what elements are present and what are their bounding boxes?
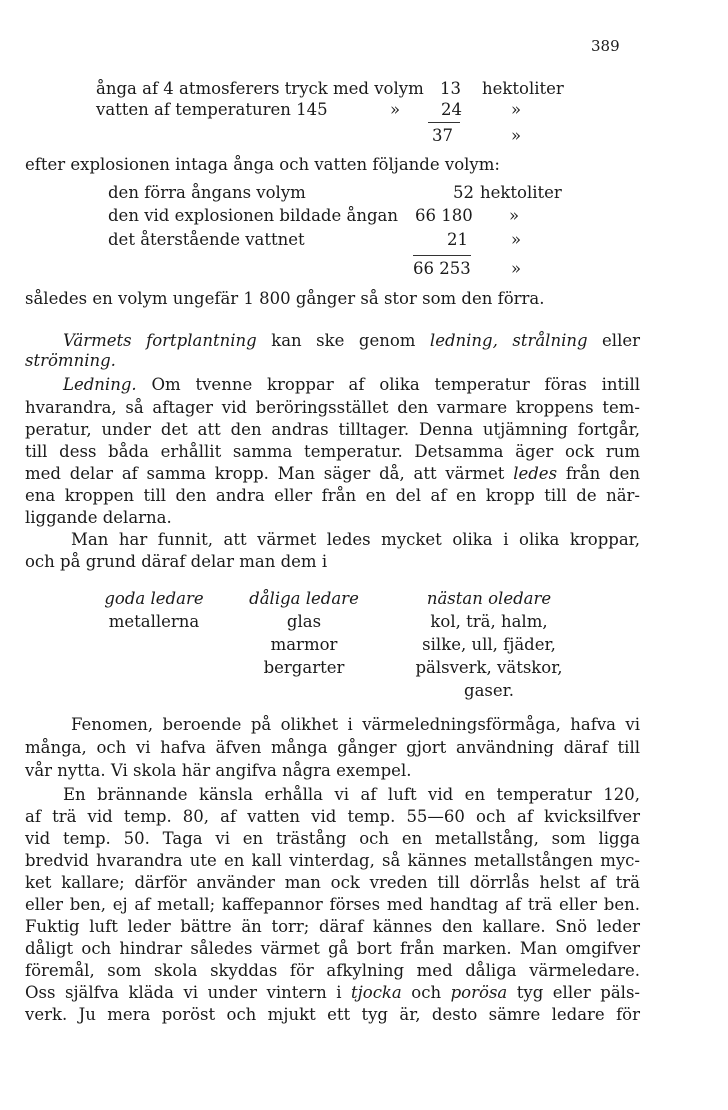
column-item: gaser. [464,681,514,700]
paragraph-line: verk. Ju mera poröst och mjukt ett tyg är, desto sämre ledare för [25,1005,640,1024]
column-item: bergarter [263,658,345,677]
emphasis-text: ledes [513,464,558,483]
paragraph-line [25,714,640,735]
paragraph-line: ket kallare; därför använder man ock vreden till dörrlås helst af trä [25,873,640,892]
calc2-row3-value: 21 [447,230,468,249]
text-span: från den [565,464,640,483]
calc2-row1-unit: hektoliter [480,183,562,202]
calc1-row1-value: 13 [440,79,461,98]
paragraph-line: af trä vid temp. 80, af vatten vid temp. 55—60 och af kvicksilfver [25,807,640,826]
paragraph-line: eller ben, ej af metall; kaffepannor förses med handtag af trä eller ben. [25,895,640,914]
sum-rule [428,122,460,123]
text-line: således en volym ungefär 1 800 gånger så stor som den förra. [25,289,545,308]
calc1-row2-ditto: » [390,100,401,119]
emphasis-text: Värmets fortplantning [63,331,257,350]
text-span: eller [602,331,641,350]
paragraph-line: många, och vi hafva äfven många gånger gjort användning däraf till [25,738,640,757]
text-span: Fenomen, beroende på olikhet i värmeledningsförmåga, hafva vi [71,715,640,734]
paragraph-line: hvarandra, så aftager vid beröringsstället den varmare kroppens tem- [25,398,640,417]
paragraph-line [25,784,640,805]
paragraph-line: vår nytta. Vi skola här angifva några exempel. [25,761,412,780]
text-line: efter explosionen intaga ånga och vatten följande volym: [25,155,500,174]
column-poor-conductors [240,587,368,679]
column-item: pälsverk, vätskor, [415,658,563,677]
calc1-row1-unit: hektoliter [482,79,564,98]
calc2-row2-value: 66 180 [415,206,473,225]
emphasis-line: strömning. [25,351,116,370]
calc2-row3-label: det återstående vattnet [108,230,305,249]
paragraph-line [25,330,640,351]
column-item: kol, trä, halm, [430,612,548,631]
text-span: kan ske genom [271,331,416,350]
column-near-insulators [405,587,573,702]
calc1-sum-value: 37 [432,126,453,145]
paragraph-line: bredvid hvarandra ute en kall vinterdag, så kännes metallstången myc- [25,851,640,870]
calc2-row2-label: den vid explosionen bildade ångan [108,206,398,225]
paragraph-line: dåligt och hindrar således värmet gå bort från marken. Man omgifver [25,939,640,958]
paragraph-line [25,529,640,550]
column-item: glas [286,612,322,631]
paragraph-line: och på grund däraf delar man dem i [25,552,328,571]
column-heading: goda ledare [104,589,204,608]
paragraph-line: peratur, under det att den andras tilltager. Denna utjämning fortgår, [25,420,640,439]
calc2-row1-value: 52 [453,183,474,202]
column-heading: dåliga ledare [249,589,359,608]
column-good-conductors [98,587,210,633]
calc1-row2-unit: » [511,100,522,119]
calc1-sum-unit: » [511,126,522,145]
calc1-row2-label: vatten af temperaturen 145 [96,100,328,119]
column-item: silke, ull, fjäder, [422,635,556,654]
text-span: med delar af samma kropp. Man säger då, att värmet [25,464,505,483]
paragraph-line [25,374,640,395]
text-span: En brännande känsla erhålla vi af luft vid en temperatur 120, [63,785,640,804]
paragraph-line: vid temp. 50. Taga vi en trästång och en metallstång, som ligga [25,829,640,848]
paragraph-line: föremål, som skola skyddas för afkylning med dåliga värmeledare. [25,961,640,980]
emphasis-text: tjocka [351,983,402,1002]
calc2-row1-label: den förra ångans volym [108,183,306,202]
text-span: Oss själfva kläda vi under vintern i [25,983,342,1002]
text-span: och [411,983,442,1002]
paragraph-line [25,982,640,1003]
text-span: Om tvenne kroppar af olika temperatur föras intill [151,375,640,394]
calc2-sum-value: 66 253 [413,259,471,278]
calc2-row2-unit: » [509,206,520,225]
emphasis-text: Ledning. [63,375,137,394]
emphasis-text: ledning, strålning [429,331,588,350]
calc2-row3-unit: » [511,230,522,249]
emphasis-text: porösa [450,983,508,1002]
paragraph-line: Fuktig luft leder bättre än torr; däraf kännes den kallare. Snö leder [25,917,640,936]
paragraph-line: ena kroppen till den andra eller från en del af en kropp till de när- [25,486,640,505]
paragraph-line: till dess båda erhållit samma temperatur. Detsamma äger ock rum [25,442,640,461]
calc1-row1-label: ånga af 4 atmosferers tryck med volym [96,79,424,98]
paragraph-line [25,463,640,484]
sum-rule [413,255,471,256]
page-number: 389 [591,37,620,55]
paragraph-line: liggande delarna. [25,508,172,527]
column-heading: nästan oledare [426,589,552,608]
column-item: metallerna [108,612,200,631]
text-span: Man har funnit, att värmet ledes mycket olika i olika kroppar, [71,530,640,549]
calc2-sum-unit: » [511,259,522,278]
text-span: tyg eller päls- [516,983,640,1002]
column-item: marmor [270,635,338,654]
calc1-row2-value: 24 [441,100,462,119]
